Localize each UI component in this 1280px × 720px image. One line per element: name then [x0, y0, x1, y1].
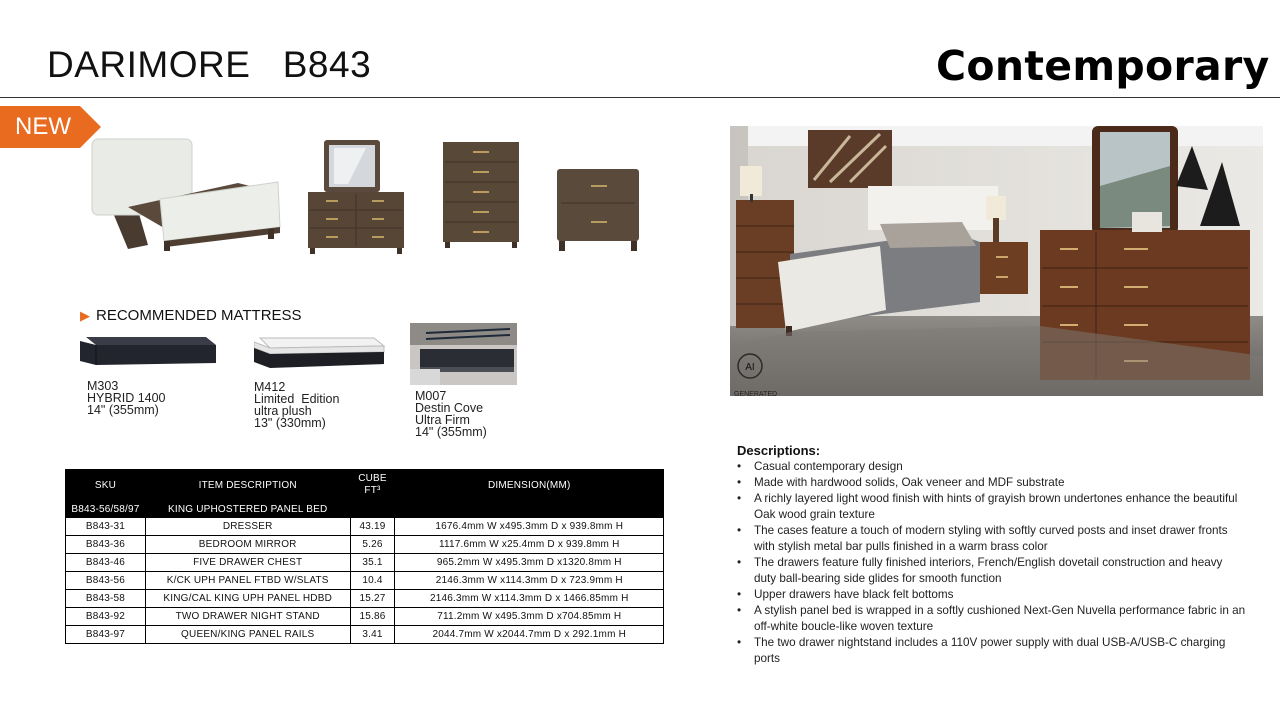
mattress-m007-label: M007 Destin Cove Ultra Firm 14" (355mm): [415, 389, 487, 439]
room-scene-photo: [730, 126, 1263, 396]
group-sku: B843-56/58/97: [66, 501, 146, 518]
recommended-mattress-heading: ▶ RECOMMENDED MATTRESS: [80, 307, 302, 324]
new-badge-label: NEW: [15, 113, 71, 140]
mattress-m412-label: M412 Limited Edition ultra plush 13" (330mm): [254, 380, 340, 430]
row-dimension: 2044.7mm W x2044.7mm D x 292.1mm H: [395, 626, 664, 644]
row-sku: B843-36: [66, 536, 146, 554]
row-dimension: 2146.3mm W x114.3mm D x 1466.85mm H: [395, 590, 664, 608]
table-row: [66, 518, 664, 536]
bed-image: [88, 137, 288, 264]
list-item: • A stylish panel bed is wrapped in a softly cushioned Next-Gen Nuvella performance fabric in an off-white boucle-like woven texture: [737, 603, 1247, 635]
mattress-m303-label: M303 HYBRID 1400 14" (355mm): [87, 379, 166, 417]
group-description: KING UPHOSTERED PANEL BED: [145, 501, 350, 518]
row-description: TWO DRAWER NIGHT STAND: [145, 608, 350, 626]
ai-generated-caption: GENERATED: [734, 391, 778, 396]
row-cube: 3.41: [350, 626, 395, 644]
table-row: [66, 572, 664, 590]
list-item: • Made with hardwood solids, Oak veneer and MDF substrate: [737, 475, 1247, 491]
list-item: • Casual contemporary design: [737, 459, 1247, 475]
row-dimension: 965.2mm W x495.3mm D x1320.8mm H: [395, 554, 664, 572]
row-cube: 43.19: [350, 518, 395, 536]
row-cube: 35.1: [350, 554, 395, 572]
row-description: KING/CAL KING UPH PANEL HDBD: [145, 590, 350, 608]
list-item: • Upper drawers have black felt bottoms: [737, 587, 1247, 603]
new-badge: [0, 106, 101, 148]
cube-header: CUBE FT³: [350, 470, 395, 501]
row-sku: B843-97: [66, 626, 146, 644]
row-dimension: 1117.6mm W x25.4mm D x 939.8mm H: [395, 536, 664, 554]
row-dimension: 1676.4mm W x495.3mm D x 939.8mm H: [395, 518, 664, 536]
item-description-header: ITEM DESCRIPTION: [145, 470, 350, 501]
header-divider: [0, 97, 1280, 98]
table-row: [66, 626, 664, 644]
descriptions-heading: Descriptions:: [737, 443, 821, 458]
list-item: • The drawers feature fully finished interiors, French/English dovetail construction and heavy duty ball-bearing side glides for smooth function: [737, 555, 1247, 587]
list-item: • A richly layered light wood finish with hints of grayish brown undertones enhance the beautiful Oak wood grain texture: [737, 491, 1247, 523]
row-cube: 15.27: [350, 590, 395, 608]
table-row: [66, 536, 664, 554]
row-cube: 5.26: [350, 536, 395, 554]
mattress-m303-image: [80, 335, 218, 374]
row-cube: 15.86: [350, 608, 395, 626]
descriptions-list: [737, 459, 1247, 667]
list-item: • The cases feature a touch of modern styling with softly curved posts and inset drawer fronts with stylish metal bar pulls finished in a warm brass color: [737, 523, 1247, 555]
table-header-row: [66, 470, 664, 501]
row-sku: B843-31: [66, 518, 146, 536]
collection-title: DARIMORE B843: [47, 44, 372, 85]
sku-header: SKU: [66, 470, 146, 501]
mattress-m007-image: [410, 323, 517, 390]
row-sku: B843-92: [66, 608, 146, 626]
ai-badge-text: AI: [745, 362, 755, 373]
row-cube: 10.4: [350, 572, 395, 590]
row-sku: B843-46: [66, 554, 146, 572]
table-row: [66, 590, 664, 608]
row-dimension: 2146.3mm W x114.3mm D x 723.9mm H: [395, 572, 664, 590]
row-description: QUEEN/KING PANEL RAILS: [145, 626, 350, 644]
row-description: BEDROOM MIRROR: [145, 536, 350, 554]
chest-image: [441, 140, 521, 255]
list-item: • The two drawer nightstand includes a 110V power supply with dual USB-A/USB-C charging ports: [737, 635, 1247, 667]
row-dimension: 711.2mm W x495.3mm D x704.85mm H: [395, 608, 664, 626]
mattress-m412-image: [254, 336, 386, 375]
table-row: [66, 554, 664, 572]
row-sku: B843-58: [66, 590, 146, 608]
table-row: [66, 608, 664, 626]
style-category: Contemporary: [936, 42, 1270, 90]
nightstand-image: [555, 167, 641, 258]
row-sku: B843-56: [66, 572, 146, 590]
dresser-mirror-image: [306, 138, 406, 261]
table-group-row: [66, 501, 664, 518]
spec-table: [65, 469, 664, 644]
row-description: DRESSER: [145, 518, 350, 536]
row-description: FIVE DRAWER CHEST: [145, 554, 350, 572]
triangle-icon: ▶: [80, 308, 90, 323]
row-description: K/CK UPH PANEL FTBD W/SLATS: [145, 572, 350, 590]
dimension-header: DIMENSION(MM): [395, 470, 664, 501]
